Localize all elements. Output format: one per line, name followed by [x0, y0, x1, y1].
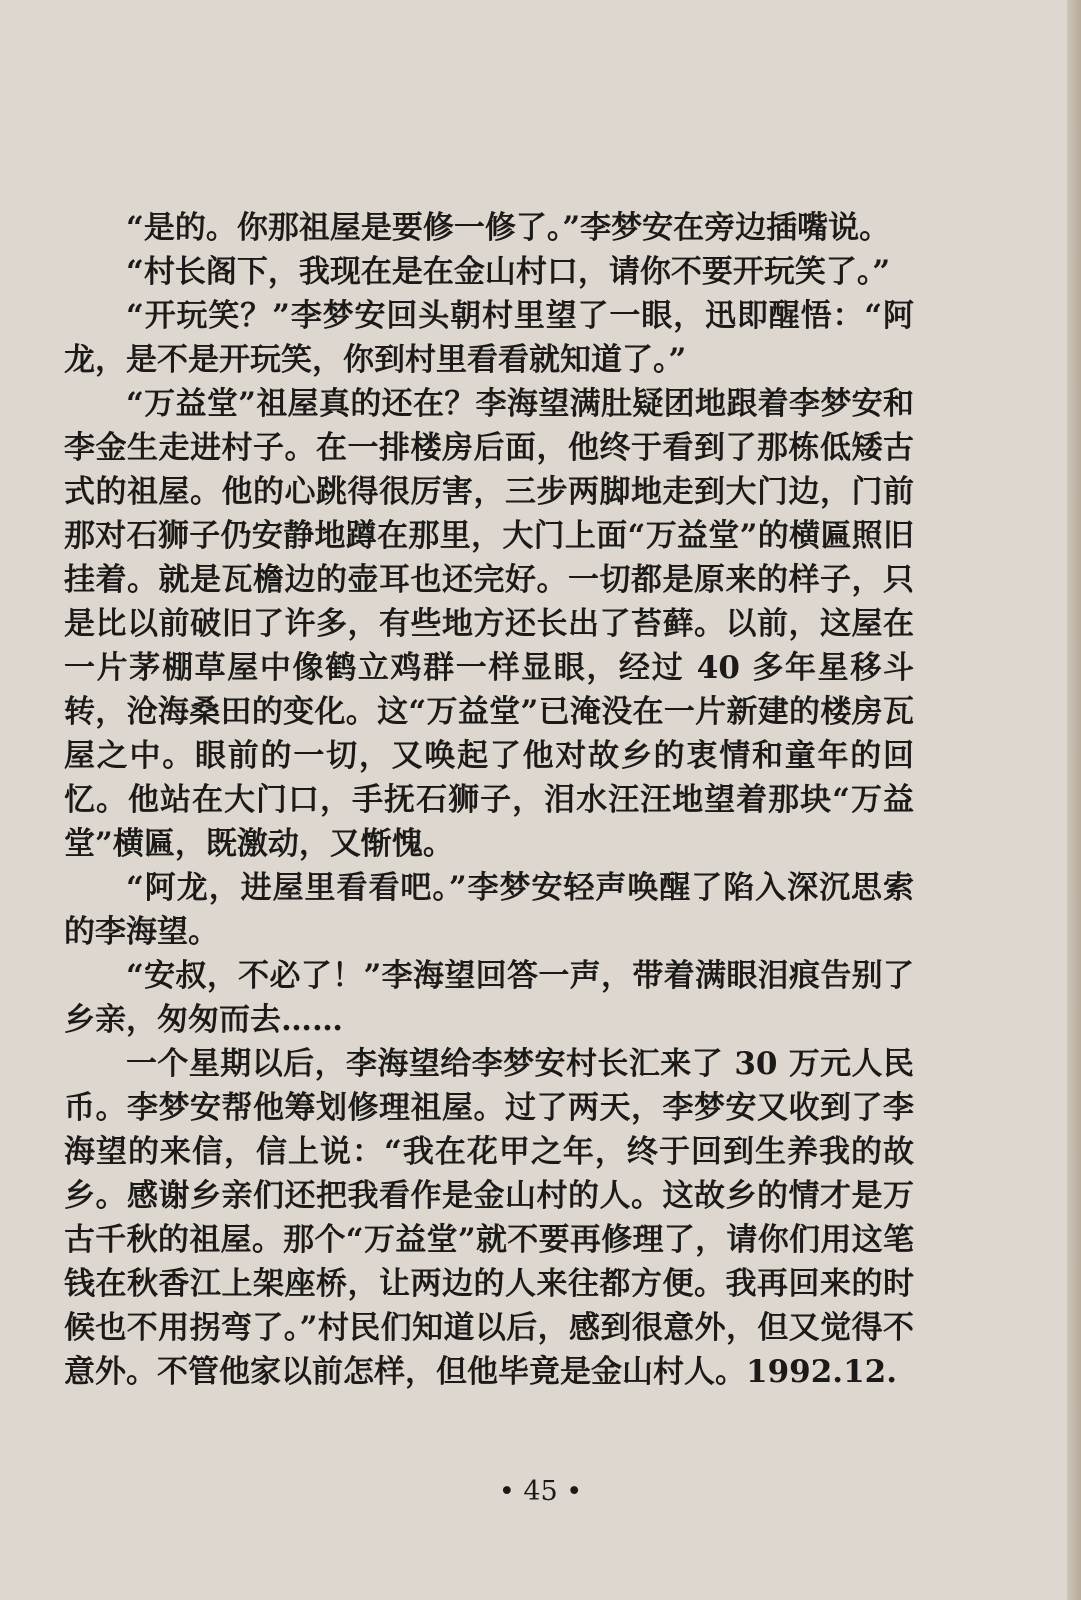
page-edge-shadow — [1067, 0, 1081, 1600]
paragraph-4: “万益堂”祖屋真的还在？李海望满肚疑团地跟着李梦安和李金生走进村子。在一排楼房后面，他终于看到了那栋低矮古式的祖屋。他的心跳得很厉害，三步两脚地走到大门边，门前那对石狮子仍安静地蹲在那里，大门上面“万益堂”的横匾照旧挂着。就是瓦檐边的壶耳也还完好。一切都是原来的样子，只是比以前破旧了许多，有些地方还长出了苔藓。以前，这屋在一片茅棚草屋中像鹤立鸡群一样显眼，经过 40 多年星移斗转，沧海桑田的变化。这“万益堂”已淹没在一片新建的楼房瓦屋之中。眼前的一切，又唤起了他对故乡的衷情和童年的回忆。他站在大门口，手抚石狮子，泪水汪汪地望着那块“万益堂”横匾，既激动，又惭愧。 — [64, 386, 914, 862]
paragraph-3: “开玩笑？”李梦安回头朝村里望了一眼，迅即醒悟：“阿龙，是不是开玩笑，你到村里看看就知道了。” — [64, 298, 914, 378]
body-text — [64, 206, 914, 1394]
page-number: • 45 • — [498, 1476, 583, 1507]
paragraph-2: “村长阁下，我现在是在金山村口，请你不要开玩笑了。” — [126, 254, 891, 290]
paragraph-1: “是的。你那祖屋是要修一修了。”李梦安在旁边插嘴说。 — [126, 210, 891, 246]
paragraph-7: 一个星期以后，李海望给李梦安村长汇来了 30 万元人民币。李梦安帮他筹划修理祖屋。过了两天，李梦安又收到了李海望的来信，信上说：“我在花甲之年，终于回到生养我的故乡。感谢乡亲们还把我看作是金山村的人。这故乡的情才是万古千秋的祖屋。那个“万益堂”就不要再修理了，请你们用这笔钱在秋香江上架座桥，让两边的人来往都方便。我再回来的时候也不用拐弯了。”村民们知道以后，感到很意外，但又觉得不意外。不管他家以前怎样，但他毕竟是金山村人。1992.12. — [64, 1046, 914, 1390]
paragraph-6: “安叔，不必了！”李海望回答一声，带着满眼泪痕告别了乡亲，匆匆而去…… — [64, 958, 914, 1038]
paragraph-5: “阿龙，进屋里看看吧。”李梦安轻声唤醒了陷入深沉思索的李海望。 — [64, 870, 914, 950]
